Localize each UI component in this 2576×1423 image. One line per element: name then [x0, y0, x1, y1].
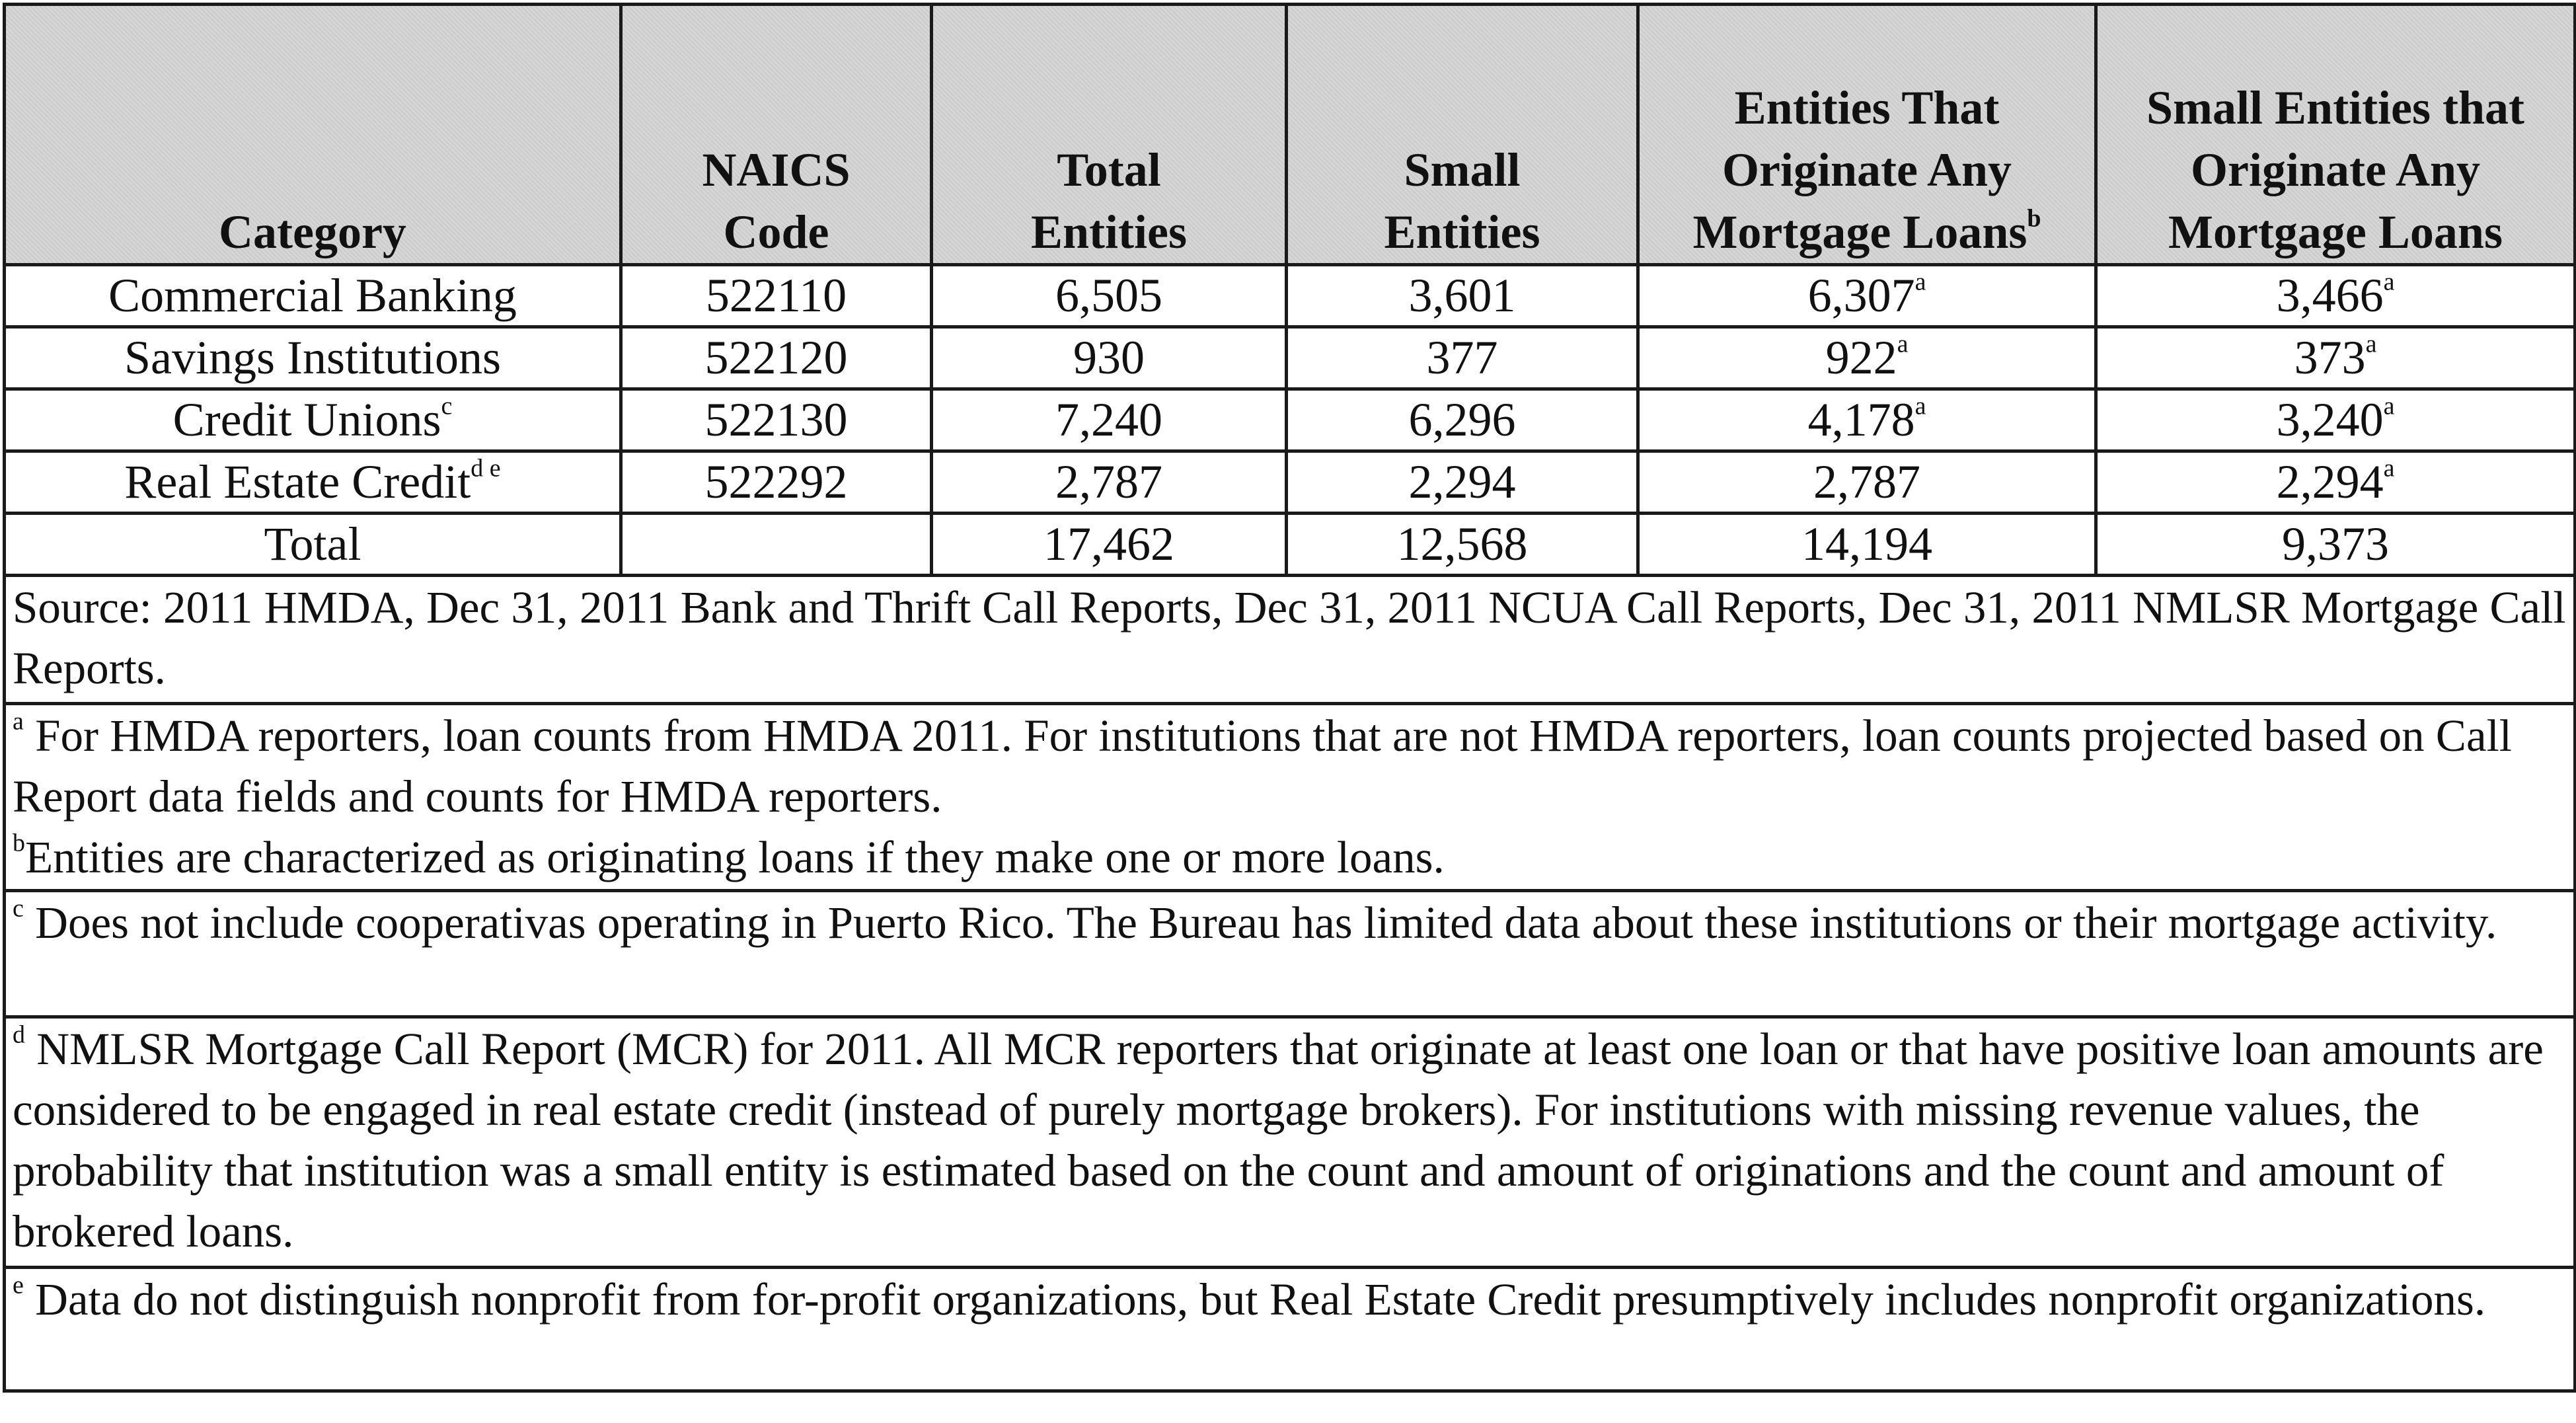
entities-table	[3, 3, 2576, 1393]
small-originate-cell: 373$^a$	[2096, 327, 2575, 389]
source-note: Source: 2011 HMDA, Dec 31, 2011 Bank and Thrift Call Reports, Dec 31, 2011 NCUA Call Reports, Dec 31, 2011 NMLSR Mortgage Call Reports.	[5, 576, 2575, 704]
originate-cell: 2,787	[1638, 451, 2096, 514]
header-small-entities-originate: Small Entities that Originate Any Mortgage Loans	[2096, 5, 2575, 265]
footnote-b: $^b$Entities are characterized as originating loans if they make one or more loans.	[13, 829, 1445, 882]
footnote-ab-row	[5, 704, 2575, 891]
footnote-a-b	[5, 704, 2575, 891]
footnote-d-row	[5, 1017, 2575, 1268]
category-cell: Commercial Banking	[5, 265, 621, 327]
footnote-c: $^c$ Does not include cooperativas operating in Puerto Rico. The Bureau has limited data about these institutions or their mortgage activity.	[5, 891, 2575, 1017]
header-total-entities: Total Entities	[932, 5, 1287, 265]
total-entities-cell: 7,240	[932, 389, 1287, 451]
small-originate-cell: 3,240$^a$	[2096, 389, 2575, 451]
category-cell: Credit Unions$^c$	[5, 389, 621, 451]
header-entities-originate: Entities That Originate Any Mortgage Loans$^b$	[1638, 5, 2096, 265]
header-category: Category	[5, 5, 621, 265]
header-small-entities: Small Entities	[1287, 5, 1638, 265]
source-note-row	[5, 576, 2575, 704]
naics-cell: 522110	[621, 265, 932, 327]
total-entities-cell: 6,505	[932, 265, 1287, 327]
footnote-d: $^d$ NMLSR Mortgage Call Report (MCR) for 2011. All MCR reporters that originate at least one loan or that have positive loan amounts are considered to be engaged in real estate credit (instead of purely mortgage brokers). For institutions with missing revenue values, the probability that institution was a small entity is estimated based on the count and amount of originations and the count and amount of brokered loans.	[5, 1017, 2575, 1268]
table-row-total	[5, 514, 2575, 576]
table-row	[5, 451, 2575, 514]
originate-cell: 6,307$^a$	[1638, 265, 2096, 327]
footnote-a: $^a$ For HMDA reporters, loan counts from HMDA 2011. For institutions that are not HMDA reporters, loan counts projected based on Call Report data fields and counts for HMDA reporters.	[13, 707, 2512, 822]
originate-cell: 922$^a$	[1638, 327, 2096, 389]
footnote-e: $^e$ Data do not distinguish nonprofit from for-profit organizations, but Real Estate Credit presumptively includes nonprofit organizations.	[5, 1268, 2575, 1391]
total-entities-cell: 17,462	[932, 514, 1287, 576]
total-entities-cell: 930	[932, 327, 1287, 389]
total-entities-cell: 2,787	[932, 451, 1287, 514]
small-entities-cell: 3,601	[1287, 265, 1638, 327]
small-entities-cell: 377	[1287, 327, 1638, 389]
naics-cell: 522292	[621, 451, 932, 514]
naics-cell: 522120	[621, 327, 932, 389]
table-row	[5, 265, 2575, 327]
footnote-c-row	[5, 891, 2575, 1017]
header-naics-code: NAICS Code	[621, 5, 932, 265]
category-cell: Savings Institutions	[5, 327, 621, 389]
small-entities-cell: 12,568	[1287, 514, 1638, 576]
table-row	[5, 389, 2575, 451]
originate-cell: 14,194	[1638, 514, 2096, 576]
small-originate-cell: 2,294$^a$	[2096, 451, 2575, 514]
small-originate-cell: 3,466$^a$	[2096, 265, 2575, 327]
header-row	[5, 5, 2575, 265]
footnote-e-row	[5, 1268, 2575, 1391]
small-originate-cell: 9,373	[2096, 514, 2575, 576]
category-cell: Total	[5, 514, 621, 576]
originate-cell: 4,178$^a$	[1638, 389, 2096, 451]
category-cell: Real Estate Credit$^{d e}$	[5, 451, 621, 514]
naics-cell: 522130	[621, 389, 932, 451]
naics-cell	[621, 514, 932, 576]
small-entities-cell: 2,294	[1287, 451, 1638, 514]
header-footnote-marker: b	[2027, 204, 2041, 233]
table-row	[5, 327, 2575, 389]
small-entities-cell: 6,296	[1287, 389, 1638, 451]
